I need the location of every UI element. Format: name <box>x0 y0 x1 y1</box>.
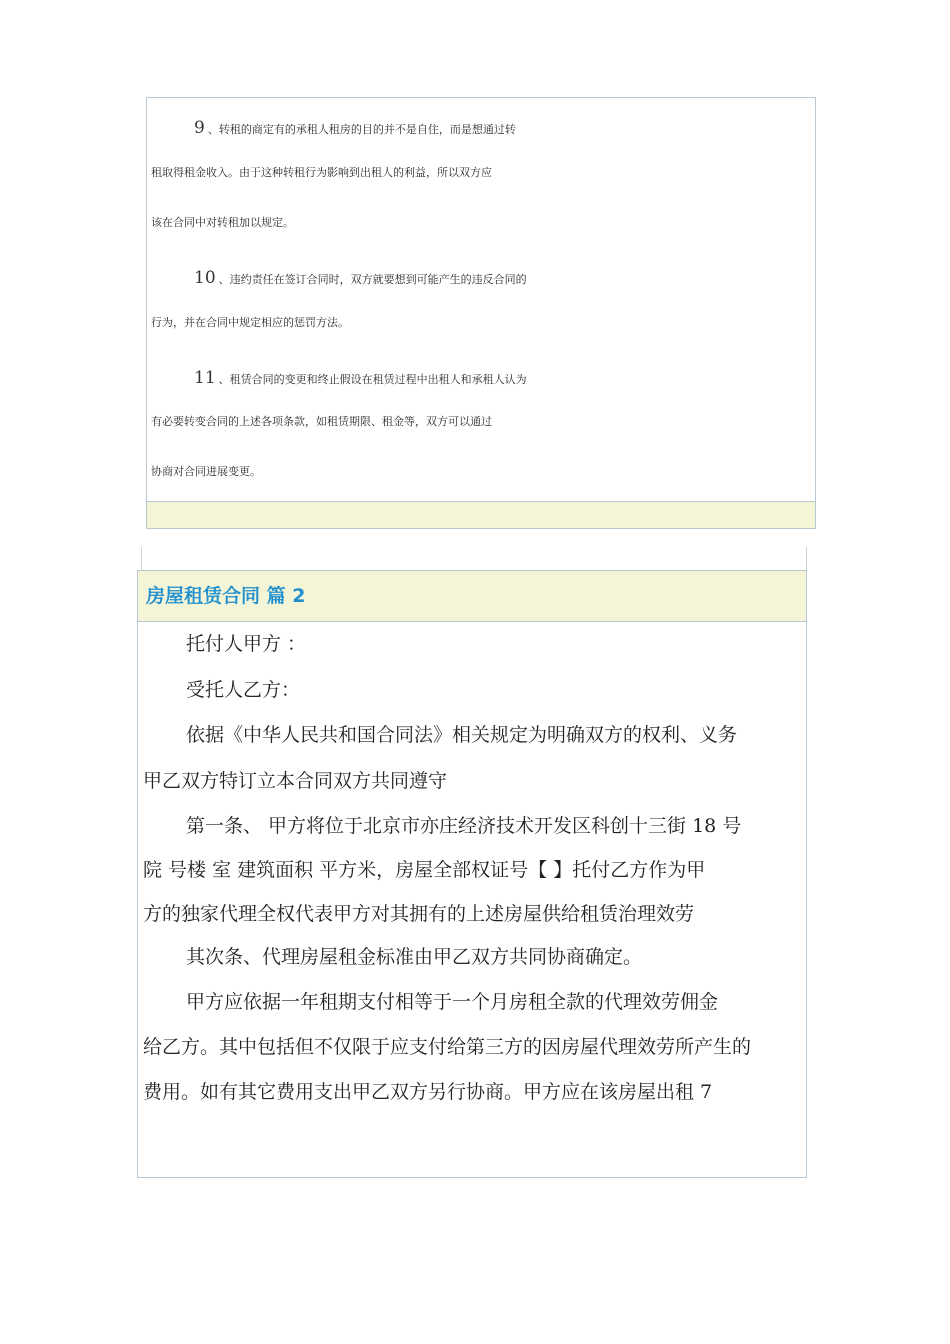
clause-number: 10 <box>194 268 216 288</box>
clause-10-line-1 <box>194 268 527 288</box>
clause-box <box>146 97 816 529</box>
divider-tick-right <box>806 547 807 571</box>
section-title: 房屋租赁合同 篇 2 <box>146 585 306 607</box>
clause-9-line-3: 该在合同中对转租加以规定。 <box>151 216 294 229</box>
clause-9-line-1 <box>194 118 516 138</box>
clause-number: 9 <box>194 118 205 138</box>
box-footer-band <box>147 501 815 528</box>
contract-para-line: 费用。如有其它费用支出甲乙双方另行协商。甲方应在该房屋出租 7 <box>143 1081 713 1103</box>
contract-para-line: 依据《中华人民共和国合同法》相关规定为明确双方的权利、义务 <box>186 724 738 746</box>
contract-para-line: 院 号楼 室 建筑面积 平方米，房屋全部权证号【 】托付乙方作为甲 <box>143 859 706 881</box>
clause-text: 、转租的商定有的承租人租房的目的并不是自住，而是想通过转 <box>207 123 516 136</box>
contract-para-line: 第一条、 甲方将位于北京市亦庄经济技术开发区科创十三街 18 号 <box>186 815 742 837</box>
clause-text: 、租赁合同的变更和终止假设在租赁过程中出租人和承租人认为 <box>218 373 527 386</box>
clause-10-line-2: 行为，并在合同中规定相应的惩罚方法。 <box>151 316 349 329</box>
contract-para-line: 甲乙双方特订立本合同双方共同遵守 <box>143 770 448 792</box>
clause-9-line-2: 租取得租金收入。由于这种转租行为影响到出租人的利益，所以双方应 <box>151 166 492 179</box>
contract-para-line: 甲方应依据一年租期支付相等于一个月房租全款的代理效劳佣金 <box>186 991 719 1013</box>
clause-text: 、违约责任在签订合同时，双方就要想到可能产生的违反合同的 <box>218 273 527 286</box>
clause-11-line-3: 协商对合同进展变更。 <box>151 465 261 478</box>
clause-11-line-1 <box>194 368 527 388</box>
clause-11-line-2: 有必要转变合同的上述各项条款，如租赁期限、租金等，双方可以通过 <box>151 415 492 428</box>
contract-para-line: 方的独家代理全权代表甲方对其拥有的上述房屋供给租赁治理效劳 <box>143 903 695 925</box>
contract-para-line: 其次条、代理房屋租金标准由甲乙双方共同协商确定。 <box>186 946 643 968</box>
contract-body <box>137 621 807 1178</box>
divider-tick-left <box>141 547 142 571</box>
agent-party-line: 受托人乙方： <box>186 679 301 701</box>
contract-para-line: 给乙方。其中包括但不仅限于应支付给第三方的因房屋代理效劳所产生的 <box>143 1036 752 1058</box>
section-header <box>137 570 807 622</box>
principal-party-line: 托付人甲方 ： <box>186 633 307 655</box>
clause-number: 11 <box>194 368 216 388</box>
